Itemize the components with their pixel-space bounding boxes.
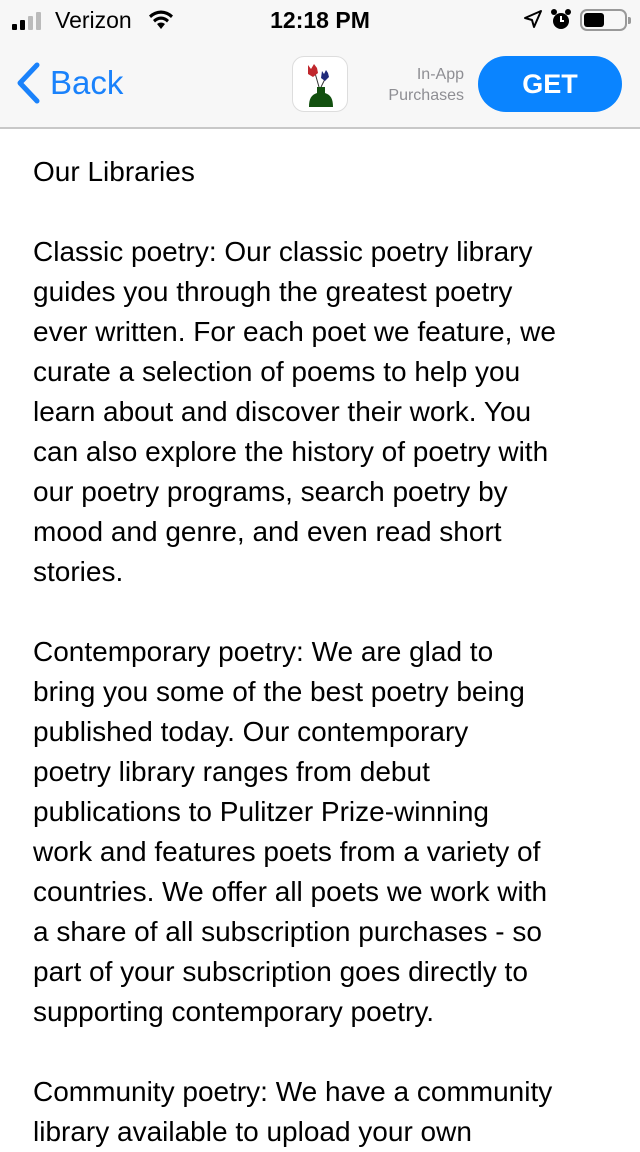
in-app-line2: Purchases <box>388 87 464 104</box>
header <box>0 0 640 129</box>
text-line: Classic poetry: Our classic poetry library <box>33 236 533 267</box>
description <box>33 152 556 1152</box>
get-button[interactable]: GET <box>478 56 622 112</box>
status-bar <box>0 0 640 40</box>
clock: 12:18 PM <box>270 7 370 33</box>
carrier-label: Verizon <box>55 7 132 33</box>
text-line: stories. <box>33 556 124 587</box>
text-line: ever written. For each poet we feature, we <box>33 316 556 347</box>
text-line: countries. We offer all poets we work with <box>33 876 548 907</box>
text-line: can also explore the history of poetry with <box>33 436 549 467</box>
paragraph <box>33 1072 556 1152</box>
text-line: bring you some of the best poetry being <box>33 676 525 707</box>
battery-icon <box>580 9 627 31</box>
text-line: guides you through the greatest poetry <box>33 276 513 307</box>
in-app-line1: In-App <box>416 66 464 83</box>
text-line: Community poetry: We have a community <box>33 1076 553 1107</box>
text-line: poetry library ranges from debut <box>33 756 430 787</box>
text-line: part of your subscription goes directly to <box>33 956 528 987</box>
app-icon <box>292 56 348 112</box>
text-line: published today. Our contemporary <box>33 716 469 747</box>
text-line: a share of all subscription purchases - so <box>33 916 542 947</box>
location-icon <box>523 9 543 29</box>
text-line: work and features poets from a variety of <box>33 836 541 867</box>
back-label: Back <box>50 64 124 101</box>
text-line: publications to Pulitzer Prize-winning <box>33 796 489 827</box>
text-line: mood and genre, and even read short <box>33 516 502 547</box>
text-line: Contemporary poetry: We are glad to <box>33 636 494 667</box>
text-line: our poetry programs, search poetry by <box>33 476 508 507</box>
paragraph <box>33 632 556 1032</box>
section-heading: Our Libraries <box>33 156 195 187</box>
alarm-icon <box>550 8 572 32</box>
chevron-left-icon <box>16 62 40 104</box>
back-button[interactable] <box>16 62 123 104</box>
text-line: curate a selection of poems to help you <box>33 356 521 387</box>
text-line: supporting contemporary poetry. <box>33 996 435 1027</box>
text-line: library available to upload your own <box>33 1116 472 1147</box>
paragraph <box>33 232 556 592</box>
text-line: learn about and discover their work. You <box>33 396 532 427</box>
in-app-purchases-label <box>370 64 464 106</box>
